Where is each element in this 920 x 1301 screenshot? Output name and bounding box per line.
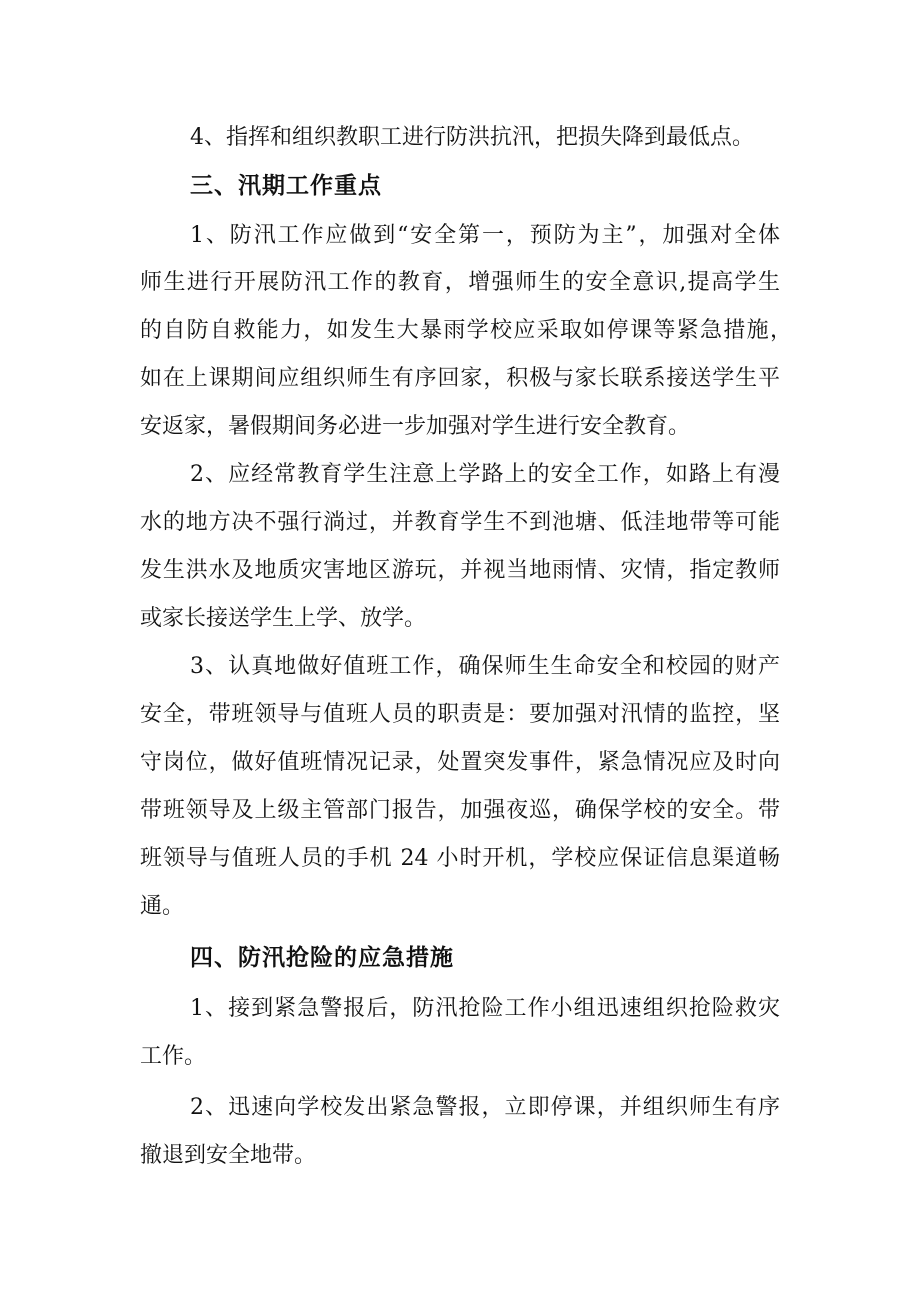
paragraph-line-1: 4、指挥和组织教职工进行防洪抗汛，把损失降到最低点。: [190, 125, 754, 150]
paragraph-line-16: 班领导与值班人员的手机 24 小时开机，学校应保证信息渠道畅: [140, 846, 780, 871]
paragraph-line-10: 发生洪水及地质灾害地区游玩，并视当地雨情、灾情，指定教师: [140, 558, 780, 583]
paragraph-line-7: 安返家，暑假期间务必进一步加强对学生进行安全教育。: [140, 414, 691, 439]
section-heading-3: 三、汛期工作重点: [190, 173, 382, 199]
paragraph-line-11: 或家长接送学生上学、放学。: [140, 606, 427, 631]
paragraph-line-20: 工作。: [140, 1044, 207, 1069]
paragraph-line-12: 3、认真地做好值班工作，确保师生生命安全和校园的财产: [190, 654, 780, 679]
paragraph-line-14: 守岗位，做好值班情况记录，处置突发事件，紧急情况应及时向: [140, 750, 780, 775]
paragraph-line-5: 的自防自救能力，如发生大暴雨学校应采取如停课等紧急措施，: [140, 318, 792, 343]
paragraph-line-19: 1、接到紧急警报后，防汛抢险工作小组迅速组织抢险救灾: [190, 996, 780, 1021]
paragraph-line-13: 安全，带班领导与值班人员的职责是：要加强对汛情的监控，坚: [140, 702, 780, 727]
paragraph-line-4: 师生进行开展防汛工作的教育，增强师生的安全意识,提高学生: [140, 270, 780, 295]
paragraph-line-8: 2、应经常教育学生注意上学路上的安全工作，如路上有漫: [190, 462, 780, 487]
paragraph-line-3: 1、防汛工作应做到“安全第一，预防为主”，加强对全体: [190, 223, 780, 248]
section-heading-4: 四、防汛抢险的应急措施: [190, 945, 454, 971]
paragraph-line-15: 带班领导及上级主管部门报告，加强夜巡，确保学校的安全。带: [140, 798, 780, 823]
paragraph-line-9: 水的地方决不强行淌过，并教育学生不到池塘、低洼地带等可能: [140, 510, 780, 535]
paragraph-line-6: 如在上课期间应组织师生有序回家，积极与家长联系接送学生平: [140, 366, 780, 391]
paragraph-line-22: 撤退到安全地带。: [140, 1143, 317, 1168]
paragraph-line-21: 2、迅速向学校发出紧急警报，立即停课，并组织师生有序: [190, 1095, 780, 1120]
paragraph-line-17: 通。: [140, 894, 185, 919]
